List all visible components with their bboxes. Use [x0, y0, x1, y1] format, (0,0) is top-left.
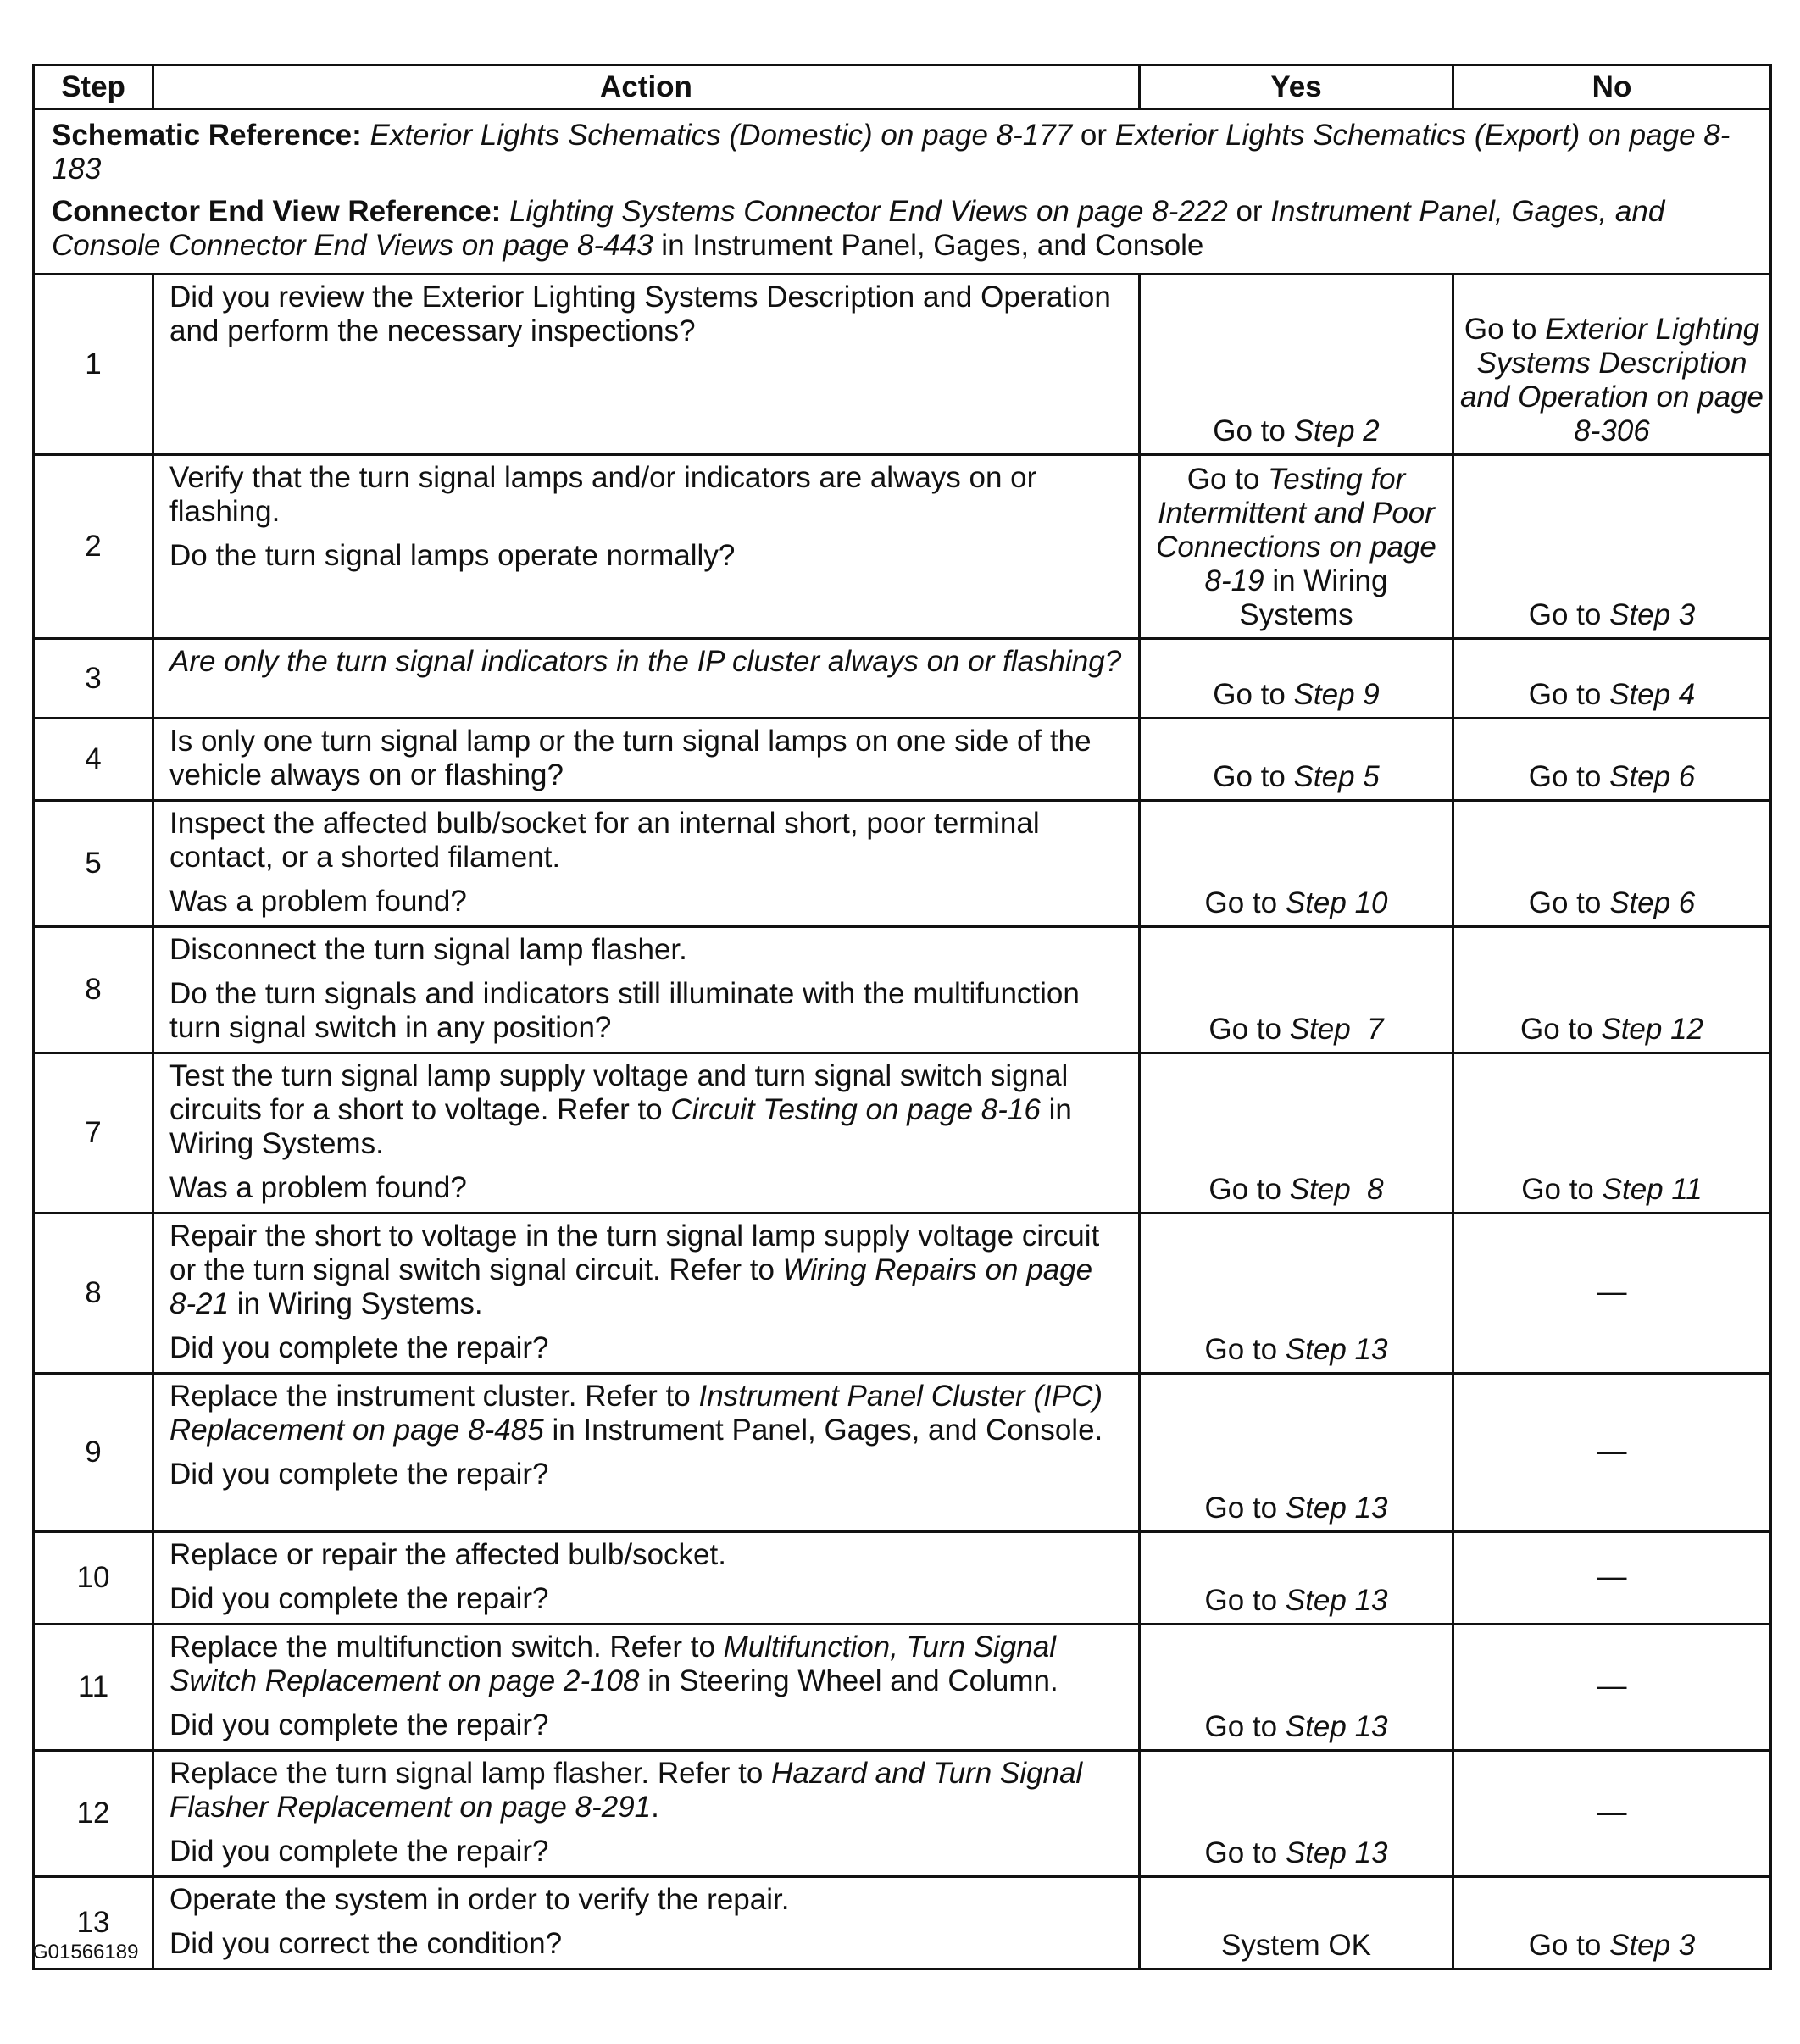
yes-link[interactable]: Step 13 — [1285, 1836, 1388, 1869]
yes-cell — [1140, 639, 1453, 719]
action-text: Disconnect the turn signal lamp flasher. — [169, 933, 687, 966]
action-cell — [153, 275, 1140, 455]
reference-link[interactable]: Wiring Repairs on page 8-21 — [169, 1253, 1093, 1320]
goto-text: Go to — [1204, 1710, 1278, 1743]
schematic-link-export[interactable]: Exterior Lights Schematics (Export) on page 8-183 — [52, 119, 1731, 186]
goto-text: Go to — [1528, 886, 1602, 919]
no-cell-dash: — — [1453, 1214, 1771, 1374]
step-number: 12 — [34, 1751, 153, 1877]
action-question: Did you complete the repair? — [169, 1708, 549, 1741]
action-text-pre: Replace the turn signal lamp flasher. Refer to — [169, 1757, 764, 1790]
header-action: Action — [153, 65, 1140, 109]
or-text: or — [1236, 195, 1263, 228]
action-text-pre: Repair the short to voltage in the turn signal lamp supply voltage circuit or the turn signal switch signal circuit. Refer to — [169, 1219, 1100, 1286]
goto-text: Go to — [1204, 886, 1278, 919]
yes-link[interactable]: Step 5 — [1293, 760, 1380, 793]
no-link[interactable]: Step 3 — [1609, 598, 1696, 631]
no-link[interactable]: Step 12 — [1601, 1013, 1703, 1046]
action-text-post: in Wiring Systems. — [169, 1093, 1072, 1160]
action-text — [169, 1630, 1125, 1698]
step-number: 5 — [34, 801, 153, 927]
no-link[interactable]: Step 4 — [1609, 678, 1696, 711]
goto-text: Go to — [1528, 678, 1602, 711]
header-row — [34, 65, 1771, 109]
yes-suffix: in Wiring Systems — [1239, 564, 1388, 631]
reference-link[interactable]: Multifunction, Turn Signal Switch Replacement on page 2-108 — [169, 1630, 1056, 1697]
table-row — [34, 719, 1771, 801]
table-row — [34, 801, 1771, 927]
step-number: 8 — [34, 1214, 153, 1374]
goto-text: Go to — [1528, 598, 1602, 631]
action-text-post: . — [651, 1791, 659, 1824]
reference-cell — [34, 109, 1771, 275]
table-row — [34, 455, 1771, 639]
no-cell — [1453, 455, 1771, 639]
header-no: No — [1453, 65, 1771, 109]
goto-text: Go to — [1528, 760, 1602, 793]
goto-text: Go to — [1213, 760, 1286, 793]
connector-link-instrument-panel[interactable]: Instrument Panel, Gages, and Console Connector End Views on page 8-443 — [52, 195, 1665, 262]
no-cell — [1453, 927, 1771, 1053]
action-question: Did you complete the repair? — [169, 1458, 549, 1491]
yes-link[interactable]: Step 13 — [1285, 1491, 1388, 1525]
yes-cell — [1140, 927, 1453, 1053]
action-question: Was a problem found? — [169, 1171, 467, 1204]
yes-link[interactable]: Step 13 — [1285, 1710, 1388, 1743]
goto-text: Go to — [1186, 463, 1260, 496]
table-row — [34, 1214, 1771, 1374]
action-question: Do the turn signals and indicators still illuminate with the multifunction turn signal switch in any position? — [169, 977, 1080, 1044]
table-row — [34, 1053, 1771, 1214]
table-row — [34, 1374, 1771, 1532]
yes-cell — [1140, 455, 1453, 639]
step-number: 3 — [34, 639, 153, 719]
action-cell — [153, 455, 1140, 639]
action-cell — [153, 719, 1140, 801]
table-row — [34, 275, 1771, 455]
schematic-reference — [52, 119, 1753, 186]
action-question: Did you correct the condition? — [169, 1927, 563, 1960]
action-text: Did you review the Exterior Lighting Systems Description and Operation and perform the necessary inspections? — [169, 280, 1111, 347]
action-cell — [153, 801, 1140, 927]
reference-link[interactable]: Circuit Testing on page 8-16 — [670, 1093, 1041, 1126]
connector-reference-suffix: in Instrument Panel, Gages, and Console — [661, 229, 1204, 262]
action-question: Was a problem found? — [169, 885, 467, 918]
action-text-post: in Steering Wheel and Column. — [647, 1664, 1058, 1697]
action-text — [169, 645, 1125, 679]
yes-link[interactable]: Step 8 — [1289, 1173, 1384, 1206]
goto-text: Go to — [1520, 1013, 1593, 1046]
yes-cell — [1140, 1532, 1453, 1625]
step-number: 4 — [34, 719, 153, 801]
reference-link[interactable]: Instrument Panel Cluster (IPC) Replacement on page 8-485 — [169, 1380, 1103, 1447]
yes-cell — [1140, 275, 1453, 455]
step-number: 11 — [34, 1625, 153, 1751]
header-step: Step — [34, 65, 153, 109]
yes-link[interactable]: Step 9 — [1293, 678, 1380, 711]
table-row — [34, 1751, 1771, 1877]
action-cell — [153, 1751, 1140, 1877]
action-question: Do the turn signal lamps operate normally? — [169, 539, 736, 572]
no-cell-dash: — — [1453, 1625, 1771, 1751]
action-question: Did you complete the repair? — [169, 1835, 549, 1868]
action-text-post: in Wiring Systems. — [236, 1287, 483, 1320]
action-cell — [153, 1053, 1140, 1214]
goto-text: Go to — [1213, 414, 1286, 447]
yes-cell — [1140, 1751, 1453, 1877]
reference-row — [34, 109, 1771, 275]
yes-link[interactable]: Testing for Intermittent and Poor Connections on page 8-19 — [1156, 463, 1436, 597]
goto-text: Go to — [1208, 1173, 1281, 1206]
step-number: 7 — [34, 1053, 153, 1214]
no-link[interactable]: Step 6 — [1609, 886, 1696, 919]
table-row — [34, 1532, 1771, 1625]
action-cell — [153, 1877, 1140, 1969]
yes-cell: System OK — [1140, 1877, 1453, 1969]
no-link[interactable]: Step 11 — [1602, 1173, 1703, 1206]
goto-text: Go to — [1204, 1836, 1278, 1869]
action-text — [169, 1380, 1125, 1447]
goto-text: Go to — [1204, 1333, 1278, 1366]
no-link[interactable]: Step 3 — [1609, 1929, 1696, 1962]
action-text-post: in Instrument Panel, Gages, and Console. — [552, 1414, 1103, 1447]
action-cell — [153, 1374, 1140, 1532]
action-cell — [153, 1214, 1140, 1374]
goto-text: Go to — [1528, 1929, 1602, 1962]
connector-link-lighting[interactable]: Lighting Systems Connector End Views on page 8-222 — [509, 195, 1228, 228]
action-text: Replace or repair the affected bulb/socket. — [169, 1538, 726, 1571]
action-text: Verify that the turn signal lamps and/or indicators are always on or flashing. — [169, 461, 1037, 528]
no-cell — [1453, 1053, 1771, 1214]
goto-text: Go to — [1204, 1491, 1278, 1525]
step-number: 13 — [34, 1877, 153, 1969]
yes-link[interactable]: Step 2 — [1293, 414, 1380, 447]
action-cell — [153, 639, 1140, 719]
action-text — [169, 1219, 1125, 1321]
yes-cell — [1140, 1053, 1453, 1214]
yes-link[interactable]: Step 13 — [1285, 1333, 1388, 1366]
or-text: or — [1080, 119, 1108, 152]
action-text-pre: Replace the multifunction switch. Refer to — [169, 1630, 715, 1664]
diagnostic-document — [32, 64, 1769, 1970]
figure-id: G01566189 — [32, 1941, 139, 1963]
no-link[interactable]: Exterior Lighting Systems Description and Operation on page 8-306 — [1459, 313, 1764, 447]
schematic-link-domestic[interactable]: Exterior Lights Schematics (Domestic) on page 8-177 — [369, 119, 1073, 152]
yes-cell — [1140, 1214, 1453, 1374]
step-number: 8 — [34, 927, 153, 1053]
no-link[interactable]: Step 6 — [1609, 760, 1696, 793]
yes-cell — [1140, 801, 1453, 927]
yes-cell — [1140, 1374, 1453, 1532]
action-text — [169, 1059, 1125, 1161]
reference-link[interactable]: Hazard and Turn Signal Flasher Replacement on page 8-291 — [169, 1757, 1083, 1824]
yes-cell — [1140, 719, 1453, 801]
goto-text: Go to — [1213, 678, 1286, 711]
header-yes: Yes — [1140, 65, 1453, 109]
action-cell — [153, 1625, 1140, 1751]
action-italic-text: Are only the turn signal indicators in the IP cluster always on or flashing? — [169, 645, 1122, 678]
action-text — [169, 1757, 1125, 1825]
step-number: 9 — [34, 1374, 153, 1532]
no-cell — [1453, 801, 1771, 927]
goto-text: Go to — [1521, 1173, 1594, 1206]
step-number: 2 — [34, 455, 153, 639]
action-text: Is only one turn signal lamp or the turn signal lamps on one side of the vehicle always on or flashing? — [169, 725, 1092, 791]
goto-text: Go to — [1208, 1013, 1281, 1046]
yes-link[interactable]: Step 10 — [1285, 886, 1388, 919]
step-number: 10 — [34, 1532, 153, 1625]
connector-reference-label: Connector End View Reference: — [52, 195, 502, 228]
table-row — [34, 639, 1771, 719]
no-cell — [1453, 1877, 1771, 1969]
no-cell — [1453, 275, 1771, 455]
diagnostic-table — [32, 64, 1772, 1970]
no-cell-dash: — — [1453, 1532, 1771, 1625]
table-row — [34, 1625, 1771, 1751]
action-text: Inspect the affected bulb/socket for an internal short, poor terminal contact, or a shorted filament. — [169, 807, 1040, 874]
yes-link[interactable]: Step 7 — [1289, 1013, 1384, 1046]
no-cell — [1453, 639, 1771, 719]
goto-text: Go to — [1204, 1584, 1278, 1617]
action-text: Operate the system in order to verify the repair. — [169, 1883, 790, 1916]
action-text-pre: Test the turn signal lamp supply voltage and turn signal switch signal circuits for a short to voltage. Refer to — [169, 1059, 1069, 1126]
step-number: 1 — [34, 275, 153, 455]
action-cell — [153, 927, 1140, 1053]
connector-reference — [52, 195, 1753, 263]
action-question: Did you complete the repair? — [169, 1582, 549, 1615]
no-cell-dash: — — [1453, 1751, 1771, 1877]
table-row — [34, 1877, 1771, 1969]
no-cell — [1453, 719, 1771, 801]
yes-cell — [1140, 1625, 1453, 1751]
yes-link[interactable]: Step 13 — [1285, 1584, 1388, 1617]
action-cell — [153, 1532, 1140, 1625]
goto-text: Go to — [1464, 313, 1537, 346]
table-row — [34, 927, 1771, 1053]
action-text-pre: Replace the instrument cluster. Refer to — [169, 1380, 691, 1413]
no-cell-dash: — — [1453, 1374, 1771, 1532]
schematic-reference-label: Schematic Reference: — [52, 119, 362, 152]
action-question: Did you complete the repair? — [169, 1331, 549, 1364]
